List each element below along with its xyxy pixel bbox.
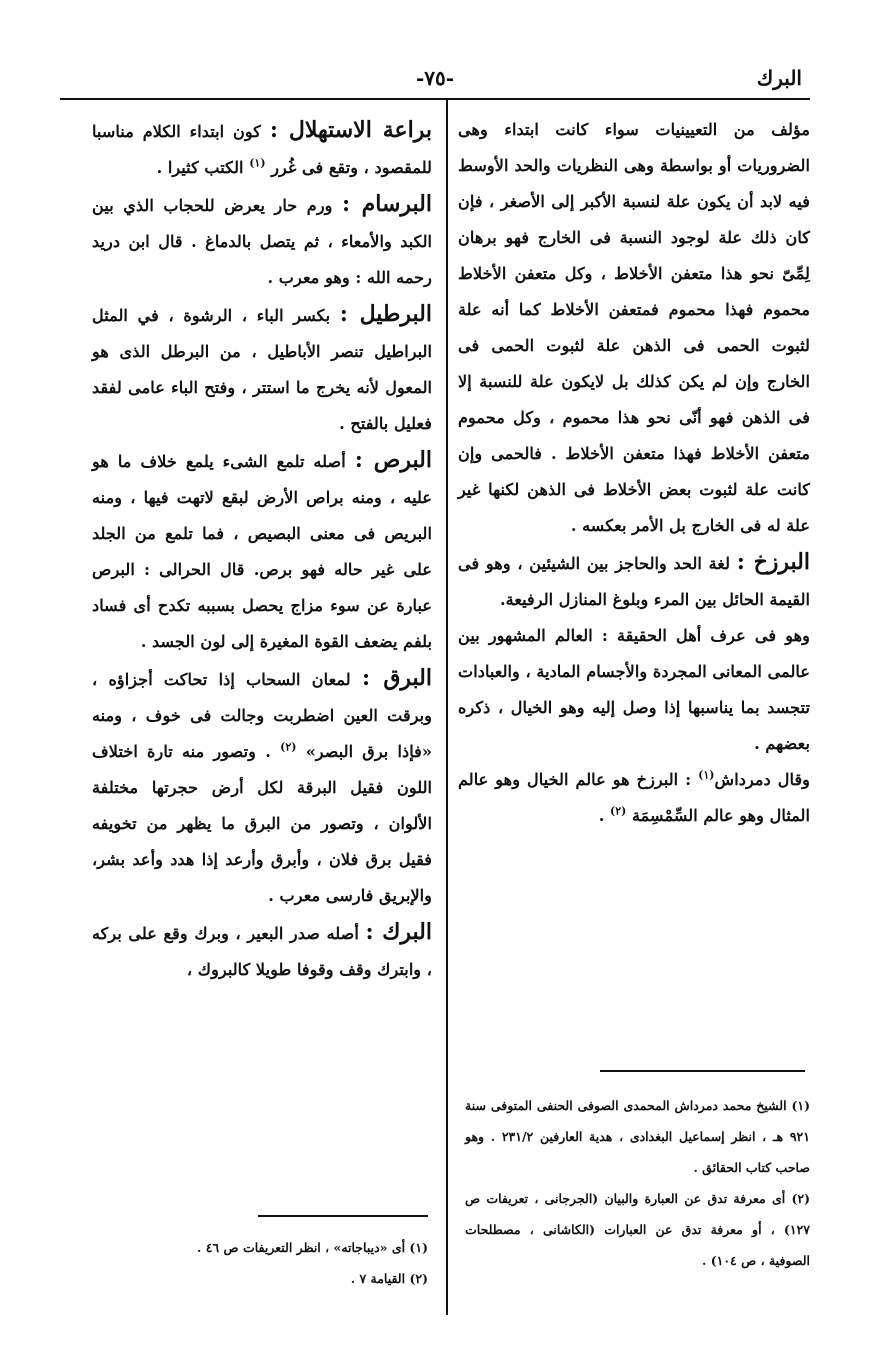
entry-baras (92, 442, 432, 660)
entry-text: ورم حار يعرض للحجاب الذي بين الكبد والأمعاء ، ثم يتصل بالدماغ . قال ابن دريد رحمه الله : وهو معرب . (92, 196, 432, 287)
right-column (458, 112, 810, 834)
entry-text: الكتب كثيرا . (156, 158, 244, 177)
entry-term: البرك : (365, 919, 432, 945)
footnote-rule (600, 1070, 805, 1072)
entry-term: البرسام : (341, 191, 432, 217)
entry-term: براعة الاستهلال : (269, 117, 433, 143)
footnote-ref[interactable]: (١) (698, 768, 715, 782)
footnotes-left (160, 1232, 428, 1294)
entry-term: البرزخ : (736, 549, 811, 575)
footnote: (١) أى «ديباجاته» ، انظر التعريفات ص ٤٦ . (196, 1240, 428, 1255)
footnote: (١) الشيخ محمد دمرداش المحمدى الصوفى الحنفى المتوفى سنة ٩٢١ هـ ، انظر إسماعيل البغدادى ، هدية العارفين ٢٣١/٢ . وهو صاحب كتاب الحقائق . (465, 1098, 810, 1175)
entry-bark (92, 914, 432, 988)
running-head: البرك (756, 66, 802, 90)
footnote-ref[interactable]: (٢) (280, 740, 297, 754)
paragraph-burhan: مؤلف من التعيينيات سواء كانت ابتداء وهى الضروريات أو بواسطة وهى النظريات والحد الأوسط فيه لابد أن يكون علة لنسبة الأكبر إلى الأصغر ، فإن كان ذلك علة لوجود النسبة فى الخارج فهو برهان لِمِّىّ نحو هذا متعفن الأخلاط ، وكل متعفن الأخلاط محموم فهذا محموم فمتعفن الأخلاط كما أنه علة لثبوت الحمى فى الذهن علة لثبوت الحمى فى الخارج وإن لم يكن كذلك بل لايكون علة للنسبة إلا فى الذهن فهو أنّى نحو هذا محموم ، وكل محموم متعفن الأخلاط فهذا متعفن الأخلاط . فالحمى وإن كانت علة لثبوت بعض الأخلاط فى الذهن لكنها غير علة له فى الخارج بل الأمر بعكسه . (458, 120, 810, 535)
paragraph-barzakh-2: وهو فى عرف أهل الحقيقة : العالم المشهور بين عالمى المعانى المجردة والأجسام المادية ، والعبادات تتجسد بما يناسبها إذا وصل إليه وهو الخيال ، ذكره بعضهم . (458, 626, 810, 753)
paragraph-barzakh-3 (458, 762, 810, 834)
entry-text: أصله صدر البعير ، وبرك وقع على بركه ، وابترك وقف وقوفا طويلا كالبروك ، (92, 924, 432, 979)
page-number: -٧٥- (415, 66, 455, 90)
entry-text: لغة الحد والحاجز بين الشيئين ، وهو فى القيمة الحائل بين المرء وبلوغ المنازل الرفيعة. (458, 554, 810, 609)
entry-term: البرق : (361, 665, 432, 691)
entry-barzakh (458, 544, 810, 618)
entry-text: كون ابتداء الكلام مناسبا للمقصود ، وتقع فى غُرر (92, 122, 432, 177)
footnote-ref[interactable]: (٢) (610, 804, 627, 818)
entry-term: البرص : (354, 447, 432, 473)
entry-text: . وتصور منه تارة اختلاف اللون فقيل البرقة لكل أرض حجرتها مختلفة الألوان ، وتصور من البرق ما يظهر من تخويفه فقيل برق فلان ، وأبرق وأرعد إذا هدد وأعد بشر، والإبريق فارسى معرب . (92, 742, 432, 905)
entry-text: بكسر الباء ، الرشوة ، في المثل البراطيل تنصر الأباطيل ، من البرطل الذى هو المعول لأنه يخرج ما استتر ، وفتح الباء عامى لفقد فعليل بالفتح . (92, 306, 432, 433)
entry-term: البرطيل : (339, 301, 433, 327)
entry-barq (92, 660, 432, 914)
left-column (92, 112, 432, 988)
column-divider (446, 100, 448, 1315)
entry-text: أصله تلمع الشىء يلمع خلاف ما هو عليه ، ومنه براص الأرض لبقع لاتهت فيها ، ومنه البريص فى معنى البصيص ، فما تلمع من الجلد على غير حاله فهو برص. قال الحرالى : البرص عبارة عن سوء مزاج يحصل بسببه تكدح أى فساد بلفم يضعف القوة المغيرة إلى لون الجسد . (92, 452, 432, 651)
page-header (60, 60, 810, 100)
entry-baraa (92, 112, 432, 186)
text-segment: وقال دمرداش (714, 770, 811, 789)
text-segment: . (598, 806, 605, 825)
text-segment: : البرزخ هو عالم الخيال وهو عالم المثال وهو عالم السِّمْسِمَة (458, 770, 810, 825)
entry-barsam (92, 186, 432, 296)
footnote: (٢) أى معرفة تدق عن العبارة والبيان (الجرجانى ، تعريفات ص ١٢٧) ، أو معرفة تدق عن العبارات (الكاشانى ، مصطلحات الصوفية ، ص ١٠٤) . (465, 1191, 810, 1268)
footnote-ref[interactable]: (١) (249, 156, 266, 170)
entry-bartil (92, 296, 432, 442)
footnote-rule (258, 1215, 428, 1217)
footnote: (٢) القيامة ٧ . (350, 1271, 428, 1286)
entry-text: لمعان السحاب إذا تحاكت أجزاؤه ، وبرقت العين اضطربت وجالت فى خوف ، ومنه «فإذا برق البصر» (92, 670, 433, 761)
footnotes-right (465, 1090, 810, 1276)
